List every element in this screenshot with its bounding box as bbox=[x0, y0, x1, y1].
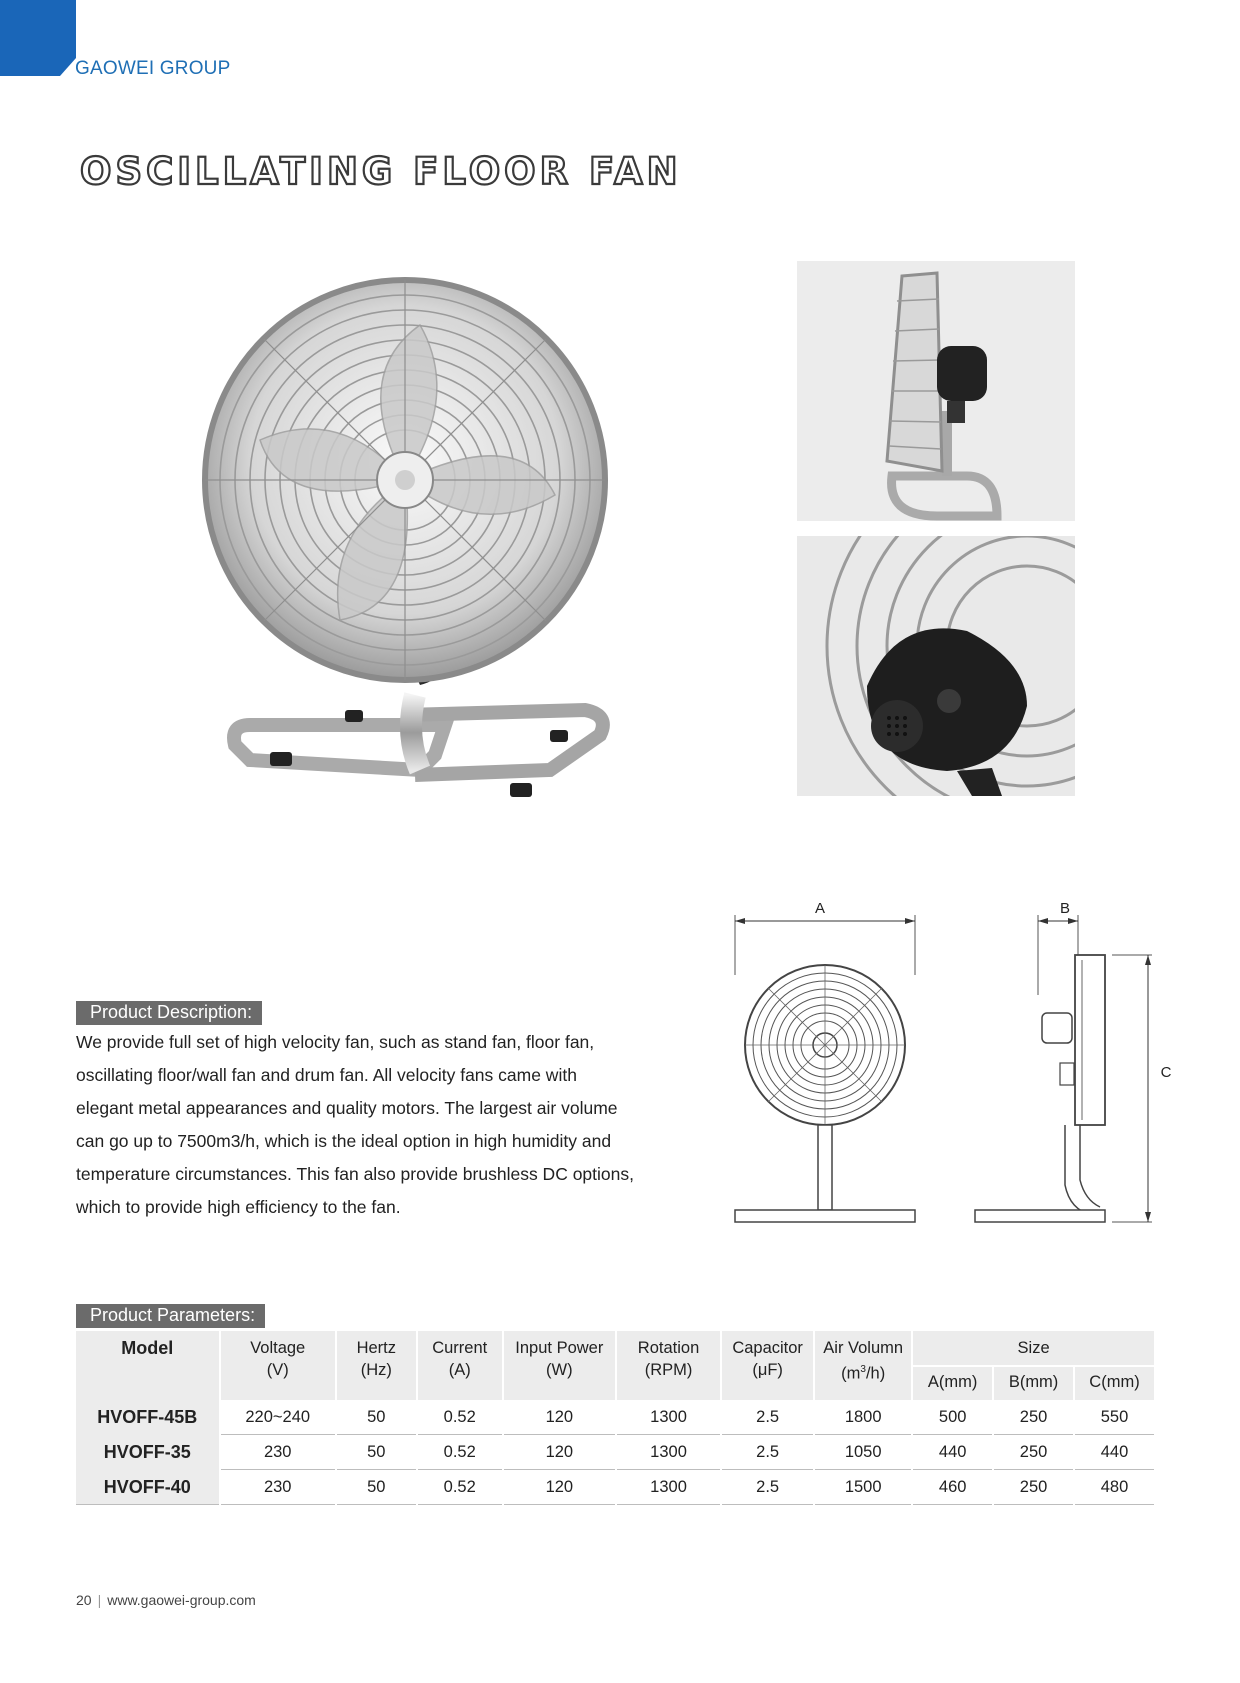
cell-size-a: 500 bbox=[912, 1400, 993, 1435]
header-rotation: Rotation (RPM) bbox=[616, 1331, 721, 1400]
main-fan-photo bbox=[190, 255, 660, 825]
cell-air-volume: 1050 bbox=[814, 1435, 912, 1470]
cell-current: 0.52 bbox=[417, 1470, 503, 1505]
table-row bbox=[76, 1400, 1155, 1435]
product-parameters-table bbox=[76, 1331, 1156, 1505]
page-title: OSCILLATING FLOOR FAN bbox=[80, 150, 682, 193]
footer-url[interactable]: www.gaowei-group.com bbox=[107, 1592, 256, 1608]
product-description-label: Product Description: bbox=[76, 1001, 262, 1025]
header-air-volume: Air Volumn $(m^3/h)$ bbox=[814, 1331, 912, 1400]
cell-rotation: 1300 bbox=[616, 1470, 721, 1505]
cell-hertz: 50 bbox=[336, 1400, 417, 1435]
product-description-text: We provide full set of high velocity fan, such as stand fan, floor fan, oscillating floor/wall fan and drum fan. All velocity fans came with elegant metal appearances and quality motors. The largest air volume can go up to 7500m3/h, which is the ideal option in high humidity and temperature circumstances. This fan also provide brushless DC options, which to provide high efficiency to the fan. bbox=[76, 1032, 634, 1217]
dimension-diagram bbox=[720, 895, 1180, 1235]
header-capacitor: Capacitor (μF) bbox=[721, 1331, 814, 1400]
header-input-power: Input Power (W) bbox=[503, 1331, 616, 1400]
fan-motor-closeup-photo bbox=[797, 536, 1075, 796]
cell-size-b: 250 bbox=[993, 1435, 1074, 1470]
cell-voltage: 230 bbox=[220, 1470, 336, 1505]
cell-rotation: 1300 bbox=[616, 1400, 721, 1435]
cell-size-b: 250 bbox=[993, 1470, 1074, 1505]
cell-hertz: 50 bbox=[336, 1435, 417, 1470]
dimension-a-label: A bbox=[814, 900, 826, 917]
cell-model: HVOFF-45B bbox=[76, 1400, 220, 1435]
cell-capacitor: 2.5 bbox=[721, 1435, 814, 1470]
cell-model: HVOFF-40 bbox=[76, 1470, 220, 1505]
cell-air-volume: 1800 bbox=[814, 1400, 912, 1435]
header-hertz: Hertz (Hz) bbox=[336, 1331, 417, 1400]
page-number: 20 bbox=[76, 1592, 92, 1608]
corner-accent-block bbox=[0, 0, 76, 76]
header-current: Current (A) bbox=[417, 1331, 503, 1400]
dimension-b-label: B bbox=[1059, 900, 1071, 917]
cell-size-b: 250 bbox=[993, 1400, 1074, 1435]
cell-model: HVOFF-35 bbox=[76, 1435, 220, 1470]
header-size: Size bbox=[912, 1331, 1155, 1366]
header-size-b: B(mm) bbox=[993, 1366, 1074, 1400]
table-row bbox=[76, 1470, 1155, 1505]
footer-separator: | bbox=[97, 1592, 102, 1608]
cell-current: 0.52 bbox=[417, 1435, 503, 1470]
cell-voltage: 220~240 bbox=[220, 1400, 336, 1435]
cell-size-c: 550 bbox=[1074, 1400, 1155, 1435]
cell-size-a: 460 bbox=[912, 1470, 993, 1505]
cell-hertz: 50 bbox=[336, 1470, 417, 1505]
cell-input-power: 120 bbox=[503, 1400, 616, 1435]
header-size-c: C(mm) bbox=[1074, 1366, 1155, 1400]
cell-size-a: 440 bbox=[912, 1435, 993, 1470]
cell-input-power: 120 bbox=[503, 1435, 616, 1470]
header-size-a: A(mm) bbox=[912, 1366, 993, 1400]
cell-rotation: 1300 bbox=[616, 1435, 721, 1470]
cell-size-c: 480 bbox=[1074, 1470, 1155, 1505]
dimension-c-label: C bbox=[1160, 1064, 1172, 1081]
cell-size-c: 440 bbox=[1074, 1435, 1155, 1470]
cell-air-volume: 1500 bbox=[814, 1470, 912, 1505]
page-footer bbox=[76, 1592, 256, 1608]
header-model: Model bbox=[76, 1331, 220, 1400]
fan-side-view-photo bbox=[797, 261, 1075, 521]
table-row bbox=[76, 1435, 1155, 1470]
cell-voltage: 230 bbox=[220, 1435, 336, 1470]
cell-capacitor: 2.5 bbox=[721, 1470, 814, 1505]
cell-capacitor: 2.5 bbox=[721, 1400, 814, 1435]
header-voltage: Voltage (V) bbox=[220, 1331, 336, 1400]
cell-input-power: 120 bbox=[503, 1470, 616, 1505]
cell-current: 0.52 bbox=[417, 1400, 503, 1435]
product-parameters-label: Product Parameters: bbox=[76, 1304, 265, 1328]
brand-name: GAOWEI GROUP bbox=[75, 58, 231, 79]
